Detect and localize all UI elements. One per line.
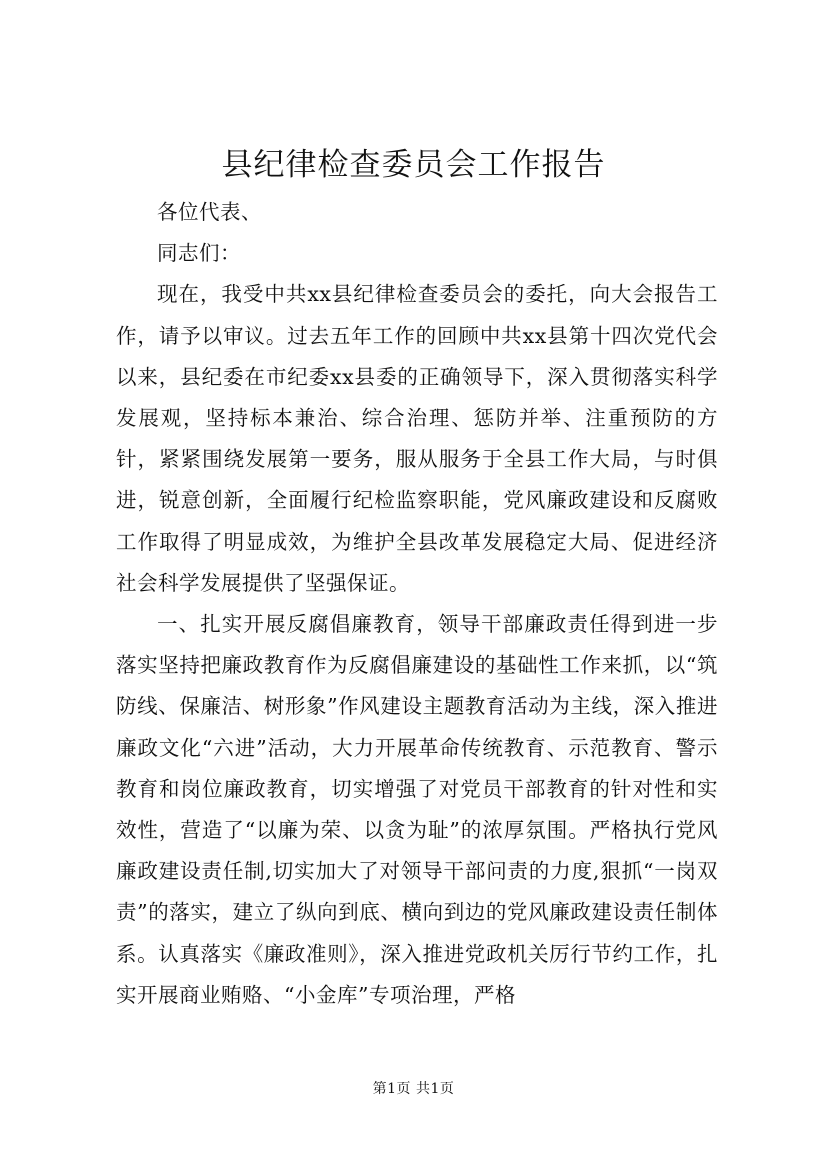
salutation-line: 各位代表、 [157, 200, 262, 224]
body-paragraph: 现在，我受中共xx县纪律检查委员会的委托，向大会报告工作，请予以审议。过去五年工作的回顾中共xx县第十四次党代会以来，县纪委在市纪委xx县委的正确领导下，深入贯彻落实科学发展观，坚持标本兼治、综合治理、惩防并举、注重预防的方针，紧紧围绕发展第一要务，服从服务于全县工作大局，与时俱进，锐意创新，全面履行纪检监察职能，党风廉政建设和反腐败工作取得了明显成效，为维护全县改革发展稳定大局、促进经济社会科学发展提供了坚强保证。 [116, 282, 718, 595]
page-footer [0, 1079, 827, 1099]
page-number-label: 第1页 共1页 [372, 1081, 455, 1097]
salutation-line: 同志们： [157, 241, 241, 266]
body-paragraph: 一、扎实开展反腐倡廉教育，领导干部廉政责任得到进一步落实坚持把廉政教育作为反腐倡廉建设的基础性工作来抓，以“筑防线、保廉洁、树形象”作风建设主题教育活动为主线，深入推进廉政文化“六进”活动，大力开展革命传统教育、示范教育、警示教育和岗位廉政教育，切实增强了对党员干部教育的针对性和实效性，营造了“以廉为荣、以贪为耻”的浓厚氛围。严格执行党风廉政建设责任制,切实加大了对领导干部问责的力度,狠抓“一岗双责”的落实，建立了纵向到底、横向到边的党风廉政建设责任制体系。认真落实《廉政准则》，深入推进党政机关厉行节约工作，扎实开展商业贿赂、“小金库”专项治理，严格 [116, 612, 718, 1007]
document-title: 县纪律检查委员会工作报告 [221, 147, 606, 183]
document-body [116, 192, 718, 1016]
